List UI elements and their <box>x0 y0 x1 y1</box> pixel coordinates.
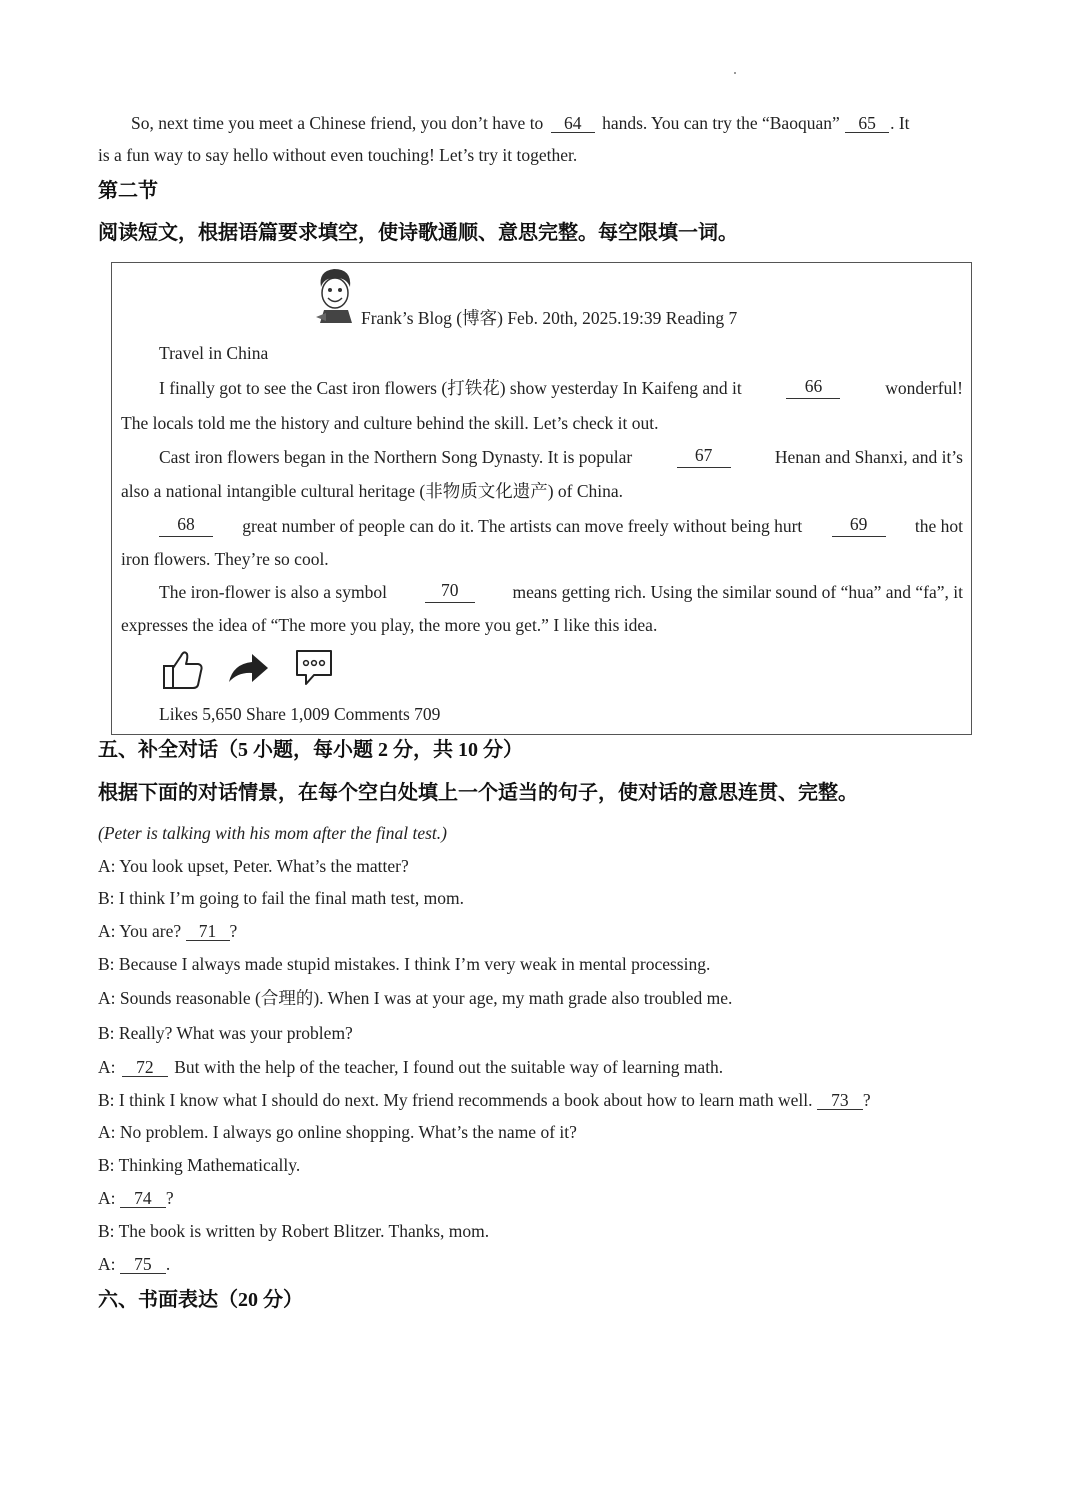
section-instruction: 阅读短文，根据语篇要求填空，使诗歌通顺、意思完整。每空限填一词。 <box>98 222 738 244</box>
blank-69[interactable]: 69 <box>832 515 886 537</box>
blank-74[interactable]: 74 <box>120 1189 166 1208</box>
dialogue-line: A: 74 ? <box>98 1188 174 1208</box>
blank-66[interactable]: 66 <box>786 377 840 399</box>
dialogue-line: A: 75 . <box>98 1254 171 1274</box>
section-heading: 第二节 <box>98 180 158 202</box>
blank-71[interactable]: 71 <box>186 922 230 941</box>
dialogue-line: A: No problem. I always go online shopping. What’s the name of it? <box>98 1122 577 1142</box>
dialogue-line: A: Sounds reasonable (合理的). When I was at your age, my math grade also troubled me. <box>98 988 733 1008</box>
blog-p4-line2: expresses the idea of “The more you play, the more you get.” I like this idea. <box>121 615 658 635</box>
dialogue-context: (Peter is talking with his mom after the final test.) <box>98 823 447 843</box>
blog-p1-line2: The locals told me the history and culture behind the skill. Let’s check it out. <box>121 413 659 433</box>
blank-65[interactable]: 65 <box>845 114 889 133</box>
dialogue-line: B: Because I always made stupid mistakes. I think I’m very weak in mental processing. <box>98 954 711 974</box>
dialogue-line: B: Really? What was your problem? <box>98 1023 353 1043</box>
dialogue-line: B: I think I’m going to fail the final math test, mom. <box>98 888 464 908</box>
blog-header: Frank’s Blog (博客) Feb. 20th, 2025.19:39 Reading 7 <box>361 308 738 328</box>
dialogue-line: A: 72 But with the help of the teacher, I found out the suitable way of learning math. <box>98 1057 724 1077</box>
part5-instruction: 根据下面的对话情景，在每个空白处填上一个适当的句子，使对话的意思连贯、完整。 <box>98 782 858 804</box>
passage-line-1: So, next time you meet a Chinese friend, you don’t have to 64 hands. You can try the “Baoquan” 65 . It <box>131 113 910 133</box>
thumbs-up-icon[interactable] <box>160 648 206 690</box>
dialogue-line: B: The book is written by Robert Blitzer. Thanks, mom. <box>98 1221 490 1241</box>
blank-72[interactable]: 72 <box>122 1058 168 1077</box>
blank-67[interactable]: 67 <box>677 446 731 468</box>
part5-heading: 五、补全对话（5 小题，每小题 2 分，共 10 分） <box>98 739 523 761</box>
dialogue-line: A: You are? 71 ? <box>98 921 238 941</box>
comment-bubble-icon[interactable] <box>294 648 334 688</box>
blog-stats: Likes 5,650 Share 1,009 Comments 709 <box>159 704 441 724</box>
stray-dot <box>734 72 736 74</box>
blog-p2-line2: also a national intangible cultural heritage (非物质文化遗产) of China. <box>121 481 624 501</box>
cartoon-avatar-icon <box>312 265 358 325</box>
blog-p3-line2: iron flowers. They’re so cool. <box>121 549 329 569</box>
blog-p1-line1: I finally got to see the Cast iron flowers (打铁花) show yesterday In Kaifeng and it 66 wonderful! <box>159 376 963 398</box>
dialogue-line: B: Thinking Mathematically. <box>98 1155 301 1175</box>
blog-title: Travel in China <box>159 343 269 363</box>
blank-70[interactable]: 70 <box>425 581 475 603</box>
blog-p4-line1: The iron-flower is also a symbol 70 means getting rich. Using the similar sound of “hua” and “fa”, it <box>159 580 963 602</box>
blank-73[interactable]: 73 <box>817 1091 863 1110</box>
dialogue-line: A: You look upset, Peter. What’s the matter? <box>98 856 409 876</box>
blank-75[interactable]: 75 <box>120 1255 166 1274</box>
blog-p2-line1: Cast iron flowers began in the Northern Song Dynasty. It is popular 67 Henan and Shanxi, and it’s <box>159 445 963 467</box>
blank-68[interactable]: 68 <box>159 515 213 537</box>
dialogue-line: B: I think I know what I should do next. My friend recommends a book about how to learn math well. 73 ? <box>98 1090 871 1110</box>
passage-line-2: is a fun way to say hello without even touching! Let’s try it together. <box>98 145 578 165</box>
blog-p3-line1: 68 great number of people can do it. The artists can move freely without being hurt 69 the hot <box>159 515 963 537</box>
share-arrow-icon[interactable] <box>226 652 270 686</box>
blank-64[interactable]: 64 <box>551 114 595 133</box>
part6-heading: 六、书面表达（20 分） <box>98 1289 303 1311</box>
